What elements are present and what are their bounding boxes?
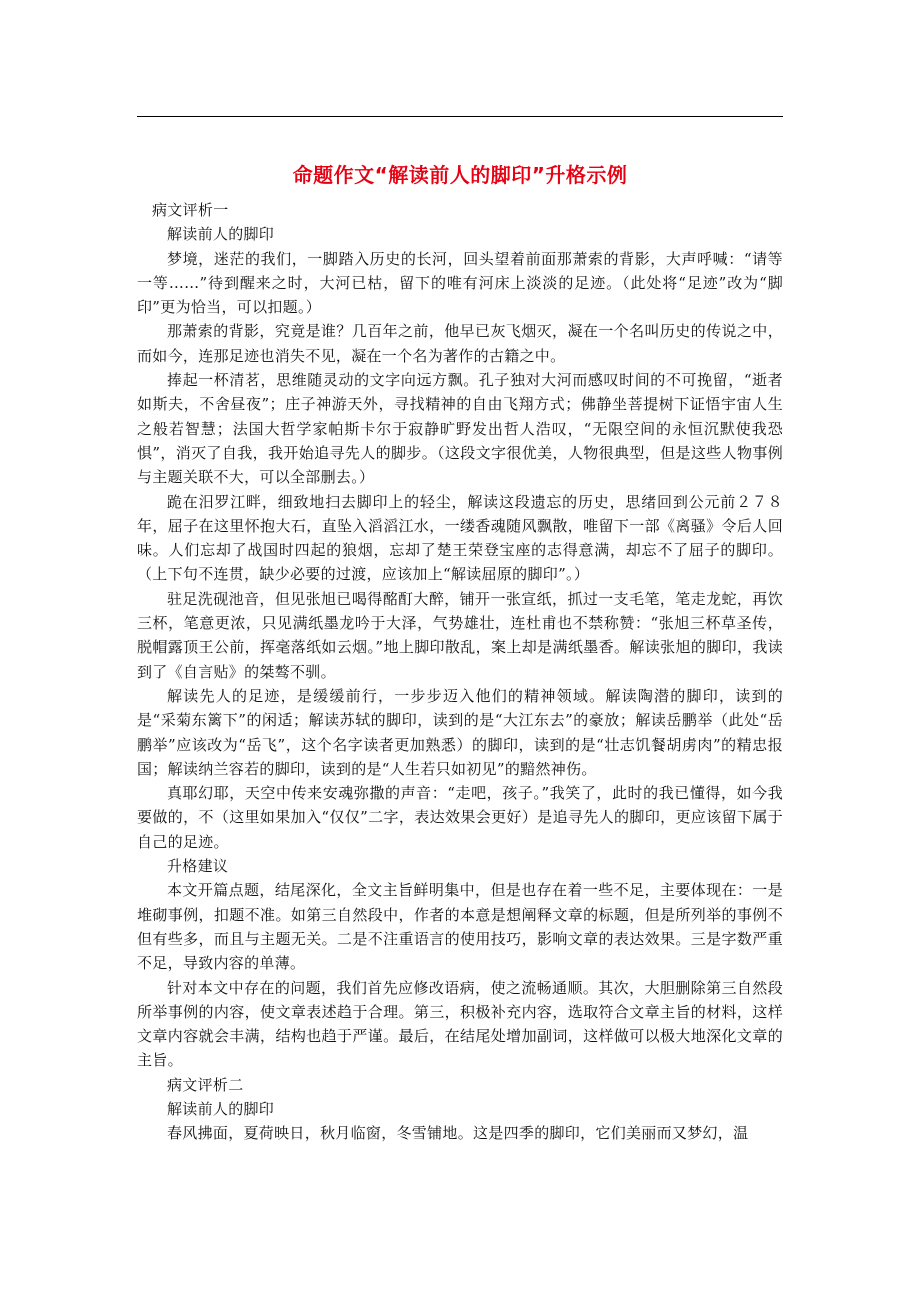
- header-rule: [137, 116, 783, 117]
- document-body: [137, 158, 783, 1146]
- advice-heading: 升格建议: [167, 857, 229, 876]
- document-title: 命题作文“解读前人的脚印”升格示例: [292, 163, 628, 187]
- paragraph: 针对本文中存在的问题，我们首先应修改语病，使之流畅通顺。其次，大胆删除第三自然段所举事例的内容，使文章表述趋于合理。第三，积极补充内容，选取符合文章主旨的材料，这样文章内容就会丰满，结构也趋于严谨。最后，在结尾处增加副词，这样做可以极大地深化文章的主旨。: [137, 978, 783, 1070]
- paragraph: 捧起一杯清茗，思维随灵动的文字向远方飘。孔子独对大河而感叹时间的不可挽留，“逝者如斯夫，不舍昼夜”；庄子神游天外，寻找精神的自由飞翔方式；佛静坐菩提树下证悟宇宙人生之般若智慧；法国大哲学家帕斯卡尔于寂静旷野发出哲人浩叹，“无限空间的永恒沉默使我恐惧”，消灭了自我，我开始追寻先人的脚步。（这段文字很优美，人物很典型，但是这些人物事例与主题关联不大，可以全部删去。）: [137, 371, 783, 487]
- paragraph: 驻足洗砚池音，但见张旭已喝得酩酊大醉，铺开一张宣纸，抓过一支毛笔，笔走龙蛇，再饮三杯，笔意更浓，只见满纸墨龙吟于大泽，气势雄壮，连杜甫也不禁称赞：“张旭三杯草圣传，脱帽露顶王公前，挥毫落纸如云烟。”地上脚印散乱，案上却是满纸墨香。解读张旭的脚印，我读到了《自言贴》的桀骜不驯。: [137, 589, 783, 681]
- paragraph: 春风拂面，夏荷映日，秋月临窗，冬雪铺地。这是四季的脚印，它们美丽而又梦幻，温: [167, 1124, 749, 1143]
- section-heading-2: 病文评析二: [167, 1075, 244, 1094]
- paragraph: 真耶幻耶，天空中传来安魂弥撒的声音：“走吧，孩子。”我笑了，此时的我已懂得，如今我要做的，不（这里如果加入“仅仅”二字，表达效果会更好）是追寻先人的脚印，更应该留下属于自己的足迹。: [137, 784, 783, 851]
- paragraph: 解读先人的足迹，是缓缓前行，一步步迈入他们的精神领域。解读陶潜的脚印，读到的是“采菊东篱下”的闲适；解读苏轼的脚印，读到的是“大江东去”的豪放；解读岳鹏举（此处“岳鹏举”应该改为“岳飞”，这个名字读者更加熟悉）的脚印，读到的是“壮志饥餐胡虏肉”的精忠报国；解读纳兰容若的脚印，读到的是“人生若只如初见”的黯然神伤。: [137, 686, 783, 778]
- paragraph: 本文开篇点题，结尾深化，全文主旨鲜明集中，但是也存在着一些不足，主要体现在：一是堆砌事例，扣题不准。如第三自然段中，作者的本意是想阐释文章的标题，但是所列举的事例不但有些多，而且与主题无关。二是不注重语言的使用技巧，影响文章的表达效果。三是字数严重不足，导致内容的单薄。: [137, 881, 783, 973]
- section-heading-1: 病文评析一: [152, 201, 229, 219]
- essay-title-2: 解读前人的脚印: [167, 1099, 275, 1118]
- paragraph: 跪在汨罗江畔，细致地扫去脚印上的轻尘，解读这段遗忘的历史，思绪回到公元前２７８年，屈子在这里怀抱大石，直坠入滔滔江水，一缕香魂随风飘散，唯留下一部《离骚》令后人回味。人们忘却了战国时四起的狼烟，忘却了楚王荣登宝座的志得意满，却忘不了屈子的脚印。（上下句不连贯，缺少必要的过渡，应该加上“解读屈原的脚印”。）: [137, 492, 783, 584]
- paragraph: 梦境，迷茫的我们，一脚踏入历史的长河，回头望着前面那萧索的背影，大声呼喊：“请等一等……”待到醒来之时，大河已枯，留下的唯有河床上淡淡的足迹。（此处将“足迹”改为“脚印”更为恰当，可以扣题。）: [137, 249, 783, 317]
- paragraph: 那萧索的背影，究竟是谁？几百年之前，他早已灰飞烟灭，凝在一个名叫历史的传说之中，而如今，连那足迹也消失不见，凝在一个名为著作的古籍之中。: [137, 322, 783, 365]
- essay-title-1: 解读前人的脚印: [167, 225, 275, 244]
